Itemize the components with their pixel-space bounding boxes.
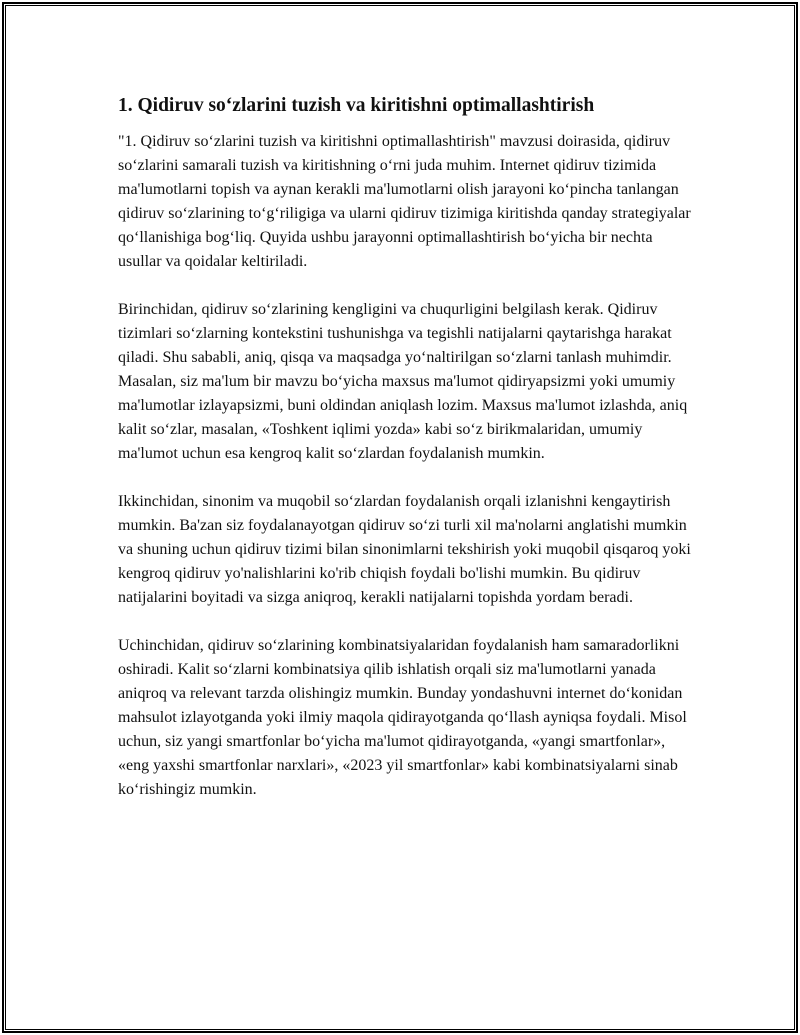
paragraph-intro: "1. Qidiruv so‘zlarini tuzish va kiritishni optimallashtirish" mavzusi doirasida, qidiruv so‘zlarini samarali tuzish va kiritishning o‘rni juda muhim. Internet qidiruv tizimida ma'lumotlarni topish va aynan kerakli ma'lumotlarni olish jarayoni ko‘pincha tanlangan qidiruv so‘zlarining to‘g‘riligiga va ularni qidiruv tizimiga kiritishda qanday strategiyalar qo‘llanishiga bog‘liq. Quyida ushbu jarayonni optimallashtirish bo‘yicha bir nechta usullar va qoidalar keltiriladi. <box>118 133 691 270</box>
paragraph-third: Uchinchidan, qidiruv so‘zlarining kombinatsiyalaridan foydalanish ham samaradorlikni oshiradi. Kalit so‘zlarni kombinatsiya qilib ishlatish orqali siz ma'lumotlarni yanada aniqroq va relevant tarzda olishingiz mumkin. Bunday yondashuvni internet do‘konidan mahsulot izlayotganda yoki ilmiy maqola qidirayotganda qo‘llash ayniqsa foydali. Misol uchun, siz yangi smartfonlar bo‘yicha ma'lumot qidirayotganda, «yangi smartfonlar», «eng yaxshi smartfonlar narxlari», «2023 yil smartfonlar» kabi kombinatsiyalarni sinab ko‘rishingiz mumkin. <box>118 637 687 798</box>
paragraph-second: Ikkinchidan, sinonim va muqobil so‘zlardan foydalanish orqali izlanishni kengaytirish mumkin. Ba'zan siz foydalanayotgan qidiruv so‘zi turli xil ma'nolarni anglatishi mumkin va shuning uchun qidiruv tizimi bilan sinonimlarni tekshirish yoki muqobil qisqaroq yoki kengroq qidiruv yo'nalishlarini ko'rib chiqish foydali bo'lishi mumkin. Bu qidiruv natijalarini boyitadi va sizga aniqroq, kerakli natijalarni topishda yordam beradi. <box>118 493 691 606</box>
paragraph-first: Birinchidan, qidiruv so‘zlarining kengligini va chuqurligini belgilash kerak. Qidiruv tizimlari so‘zlarning kontekstini tushunishga va tegishli natijalarni qaytarishga harakat qiladi. Shu sababli, aniq, qisqa va maqsadga yo‘naltirilgan so‘zlarni tanlash muhimdir. Masalan, siz ma'lum bir mavzu bo‘yicha maxsus ma'lumot qidiryapsizmi yoki umumiy ma'lumotlar izlayapsizmi, buni oldindan aniqlash lozim. Maxsus ma'lumot izlashda, aniq kalit so‘zlar, masalan, «Toshkent iqlimi yozda» kabi so‘z birikmalaridan, umumiy ma'lumot uchun esa kengroq kalit so‘zlardan foydalanish mumkin. <box>118 301 688 462</box>
document-body <box>118 94 698 826</box>
section-heading: 1. Qidiruv so‘zlarini tuzish va kiritishni optimallashtirish <box>118 95 595 116</box>
